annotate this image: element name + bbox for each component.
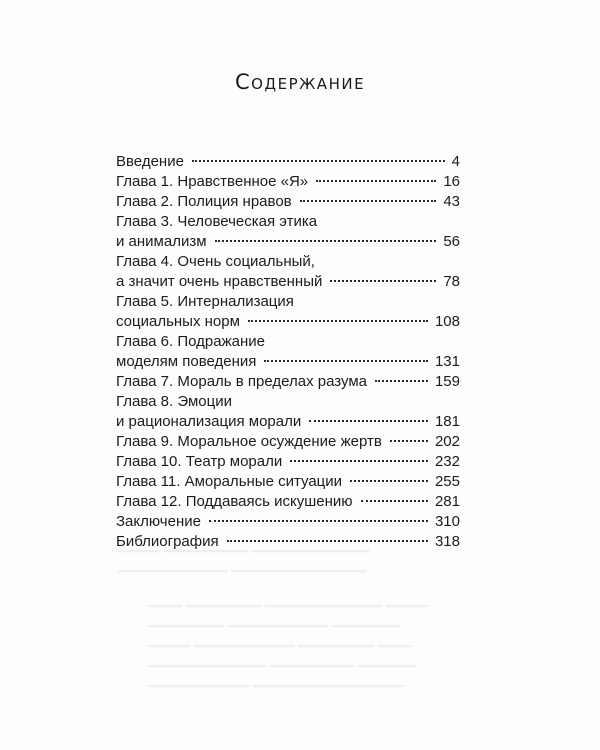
dot-leader: [290, 460, 428, 462]
toc-entry-line: [116, 272, 460, 292]
dot-leader: [227, 540, 428, 542]
dot-leader: [316, 180, 436, 182]
toc-entry-line: [116, 252, 460, 272]
toc-entry-title: Глава 6. Подражание: [116, 333, 265, 350]
bleed-through-text: ━━━━ ━━━━━━━━━ ━━━━━━━━━━━━━━ ━━━━━ ━━━━━━━━━ ━━━━━━━━━━━━ ━━━━━━━━ ━━━━━ ━━━━━━━━━━━━ ━━━━━━━━━ ━━━━ ━━━━━━━━━━━━━━ ━━━━━━━━━━ ━━━━━━━ ━━━━━━━━━━━━ ━━━━━━━━━━━━━━━━━━: [148, 600, 429, 695]
toc-page-number: 310: [434, 513, 460, 530]
toc-entry-title: и рационализация морали: [116, 413, 302, 430]
toc-entry-line: [116, 292, 460, 312]
toc-page-number: 281: [434, 493, 460, 510]
toc-entry-title: Глава 5. Интернализация: [116, 293, 294, 310]
toc-page-number: 181: [434, 413, 460, 430]
toc-entry[interactable]: [116, 212, 460, 252]
toc-entry-line: [116, 492, 460, 512]
dot-leader: [350, 480, 428, 482]
toc-entry[interactable]: [116, 372, 460, 392]
toc-entry-line: [116, 452, 460, 472]
dot-leader: [375, 380, 428, 382]
dot-leader: [192, 160, 445, 162]
toc-entry-line: [116, 312, 460, 332]
bleed-through-text: ━━━━━ ━━━━━━━━━━ ━━━━━━━━━━━━━━ ━━━━━━━━━━━━━ ━━━━━━━━━━━━━━━━: [118, 545, 370, 580]
toc-entry[interactable]: [116, 512, 460, 532]
toc-entry-title: Глава 8. Эмоции: [116, 393, 232, 410]
toc-entry[interactable]: [116, 432, 460, 452]
dot-leader: [300, 200, 437, 202]
toc-page-number: 56: [443, 233, 460, 250]
toc-entry-line: [116, 432, 460, 452]
toc-entry[interactable]: [116, 192, 460, 212]
toc-page-number: 4: [451, 153, 460, 170]
toc-entry[interactable]: [116, 292, 460, 332]
toc-entry-line: [116, 192, 460, 212]
toc-page-number: 131: [434, 353, 460, 370]
toc-entry-line: [116, 512, 460, 532]
toc-entry[interactable]: [116, 252, 460, 292]
toc-entry-line: [116, 212, 460, 232]
toc-entry-title: Глава 11. Аморальные ситуации: [116, 473, 343, 490]
toc-entry-title: Глава 10. Театр морали: [116, 453, 283, 470]
toc-entry-title: Библиография: [116, 533, 219, 550]
toc-entry[interactable]: [116, 472, 460, 492]
toc-entry-line: [116, 152, 460, 172]
toc-entry-title: Заключение: [116, 513, 201, 530]
toc-entry-title: социальных норм: [116, 313, 240, 330]
toc-entry[interactable]: [116, 532, 460, 552]
dot-leader: [361, 500, 428, 502]
dot-leader: [309, 420, 428, 422]
toc-entry[interactable]: [116, 172, 460, 192]
toc-entry[interactable]: [116, 452, 460, 472]
toc-entry[interactable]: [116, 492, 460, 512]
toc-entry-title: Глава 7. Мораль в пределах разума: [116, 373, 367, 390]
dot-leader: [215, 240, 437, 242]
toc-entry-title: Глава 2. Полиция нравов: [116, 193, 292, 210]
toc-entry[interactable]: [116, 152, 460, 172]
toc-page-number: 318: [434, 533, 460, 550]
dot-leader: [264, 360, 428, 362]
toc-entry-title: Глава 3. Человеческая этика: [116, 213, 318, 230]
toc-entry[interactable]: [116, 332, 460, 372]
toc-entry-title: Введение: [116, 153, 184, 170]
toc-page-number: 43: [443, 193, 460, 210]
dot-leader: [248, 320, 428, 322]
toc-page-number: 232: [434, 453, 460, 470]
table-of-contents: [116, 152, 460, 552]
toc-page-number: 108: [434, 313, 460, 330]
toc-page-number: 16: [443, 173, 460, 190]
toc-entry-line: [116, 392, 460, 412]
toc-entry-title: Глава 12. Поддаваясь искушению: [116, 493, 353, 510]
dot-leader: [209, 520, 428, 522]
dot-leader: [330, 280, 436, 282]
toc-page-number: 255: [434, 473, 460, 490]
dot-leader: [390, 440, 428, 442]
toc-entry-line: [116, 232, 460, 252]
toc-entry-title: Глава 9. Моральное осуждение жертв: [116, 433, 382, 450]
toc-entry-line: [116, 332, 460, 352]
toc-entry-title: Глава 4. Очень социальный,: [116, 253, 315, 270]
toc-page-number: 78: [443, 273, 460, 290]
toc-entry-title: моделям поведения: [116, 353, 257, 370]
toc-entry-line: [116, 472, 460, 492]
toc-entry-line: [116, 352, 460, 372]
toc-entry-line: [116, 412, 460, 432]
toc-page-number: 202: [434, 433, 460, 450]
toc-entry-title: а значит очень нравственный: [116, 273, 323, 290]
toc-entry[interactable]: [116, 392, 460, 432]
toc-entry-line: [116, 172, 460, 192]
toc-entry-line: [116, 532, 460, 552]
toc-entry-title: и анимализм: [116, 233, 207, 250]
toc-entry-title: Глава 1. Нравственное «Я»: [116, 173, 309, 190]
toc-page-number: 159: [434, 373, 460, 390]
page-title: Содержание: [234, 70, 366, 94]
toc-entry-line: [116, 372, 460, 392]
